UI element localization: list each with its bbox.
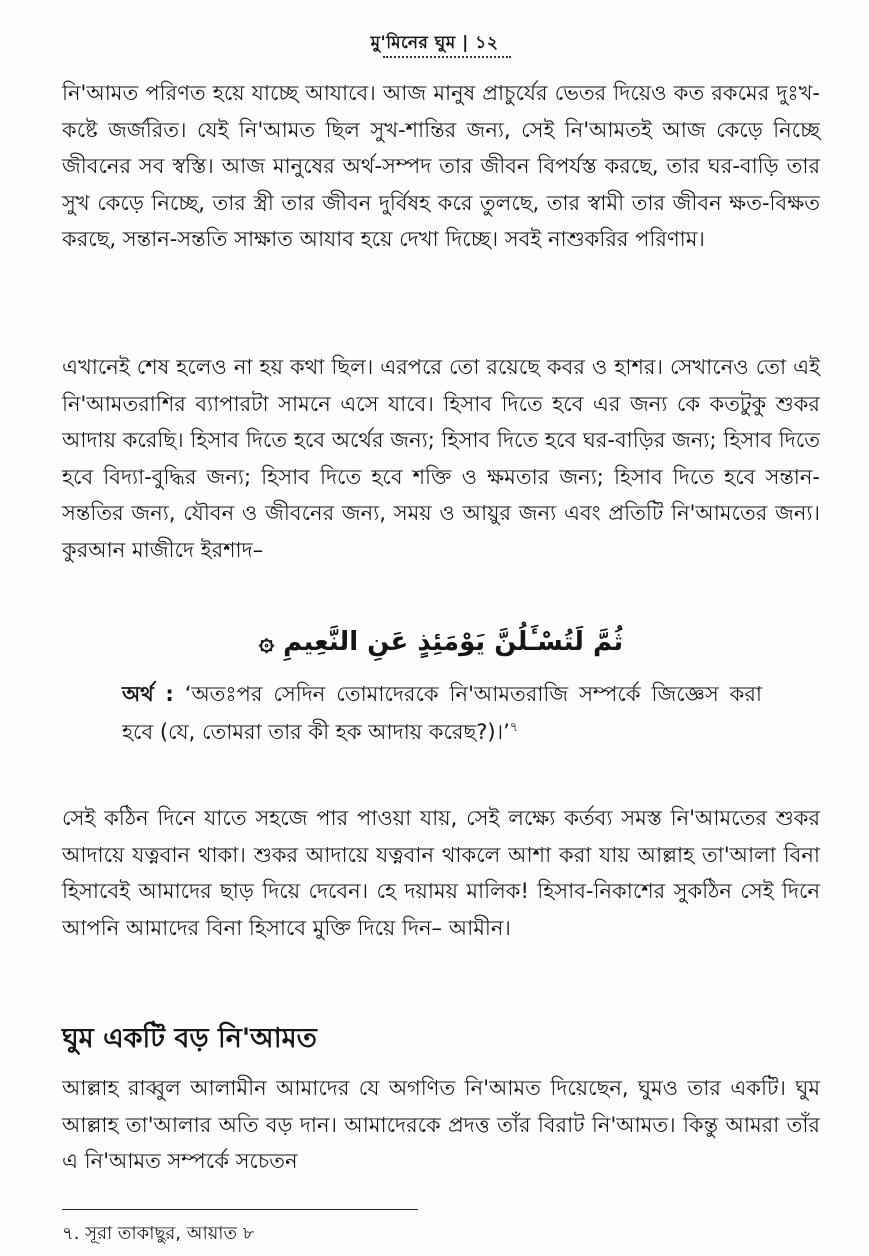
footnote-divider <box>62 1209 418 1210</box>
quran-verse <box>62 627 820 657</box>
footnote <box>62 1219 254 1250</box>
paragraph-1: নি'আমত পরিণত হয়ে যাচ্ছে আযাবে। আজ মানুষ প্রাচুর্যের ভেতর দিয়েও কত রকমের দুঃখ-কষ্টে জর্জরিত। যেই নি'আমত ছিল সুখ-শান্তির জন্য, সেই নি'আমতই আজ কেড়ে নিচ্ছে জীবনের সব স্বস্তি। আজ মানুষের অর্থ-সম্পদ তার জীবন বিপর্যস্ত করছে, তার ঘর-বাড়ি তার সুখ কেড়ে নিচ্ছে, তার স্ত্রী তার জীবন দুর্বিষহ করে তুলছে, তার স্বামী তার জীবন ক্ষত-বিক্ষত করছে, সন্তান-সন্ততি সাক্ষাত আযাব হয়ে দেখা দিচ্ছে। সবই নাশুকরির পরিণাম। <box>62 81 820 251</box>
paragraph-3: সেই কঠিন দিনে যাতে সহজে পার পাওয়া যায়, সেই লক্ষ্যে কর্তব্য সমস্ত নি'আমতের শুকর আদায়ে যত্নবান থাকা। শুকর আদায়ে যত্নবান থাকলে আশা করা যায় আল্লাহ তা'আলা বিনা হিসাবেই আমাদের ছাড় দিয়ে দেবেন। হে দয়াময় মালিক! হিসাব-নিকাশের সুকঠিন সেই দিনে আপনি আমাদের বিনা হিসাবে মুক্তি দিয়ে দিন– আমীন। <box>62 806 820 940</box>
translation-text: ‘অতঃপর সেদিন তোমাদেরকে নি'আমতরাজি সম্পর্কে জিজ্ঞেস করা হবে (যে, তোমরা তার কী হক আদায় করেছ?)।’ <box>122 682 762 744</box>
footnote-number: ৭. <box>62 1223 80 1244</box>
running-header <box>0 30 869 58</box>
translation-label: অর্থ : <box>122 682 174 706</box>
book-title: মু'মিনের ঘুম <box>370 33 456 53</box>
verse-translation <box>122 675 762 751</box>
section-heading: ঘুম একটি বড় নি'আমত <box>62 1023 317 1054</box>
footnote-text: সূরা তাকাছুর, আয়াত ৮ <box>85 1223 255 1244</box>
verse-text: ثُمَّ لَتُسْـَٔلُنَّ يَوْمَئِذٍ عَنِ النَّعِيمِ <box>283 627 624 657</box>
paragraph-2: এখানেই শেষ হলেও না হয় কথা ছিল। এরপরে তো রয়েছে কবর ও হাশর। সেখানেও তো এই নি'আমতরাশির ব্যাপারটা সামনে এসে যাবে। হিসাব দিতে হবে এর জন্য কে কতটুকু শুকর আদায় করেছি। হিসাব দিতে হবে অর্থের জন্য; হিসাব দিতে হবে ঘর-বাড়ির জন্য; হিসাব দিতে হবে বিদ্যা-বুদ্ধির জন্য; হিসাব দিতে হবে শক্তি ও ক্ষমতার জন্য; হিসাব দিতে হবে সন্তান-সন্ততির জন্য, যৌবন ও জীবনের জন্য, সময় ও আয়ুর জন্য এবং প্রতিটি নি'আমতের জন্য। কুরআন মাজীদে ইরশাদ– <box>62 355 820 562</box>
paragraph-4: আল্লাহ রাব্বুল আলামীন আমাদের যে অগণিত নি'আমত দিয়েছেন, ঘুমও তার একটি। ঘুম আল্লাহ তা'আলার অতি বড় দান। আমাদেরকে প্রদত্ত তাঁর বিরাট নি'আমত। কিন্তু আমরা তাঁর এ নি'আমত সম্পর্কে সচেতন <box>62 1076 820 1173</box>
header-dotted-rule <box>383 56 511 58</box>
ayah-marker: ۞ <box>258 627 275 657</box>
header-separator: | <box>462 33 469 53</box>
footnote-reference: ৭ <box>509 720 519 735</box>
page-number: ১২ <box>475 33 499 53</box>
